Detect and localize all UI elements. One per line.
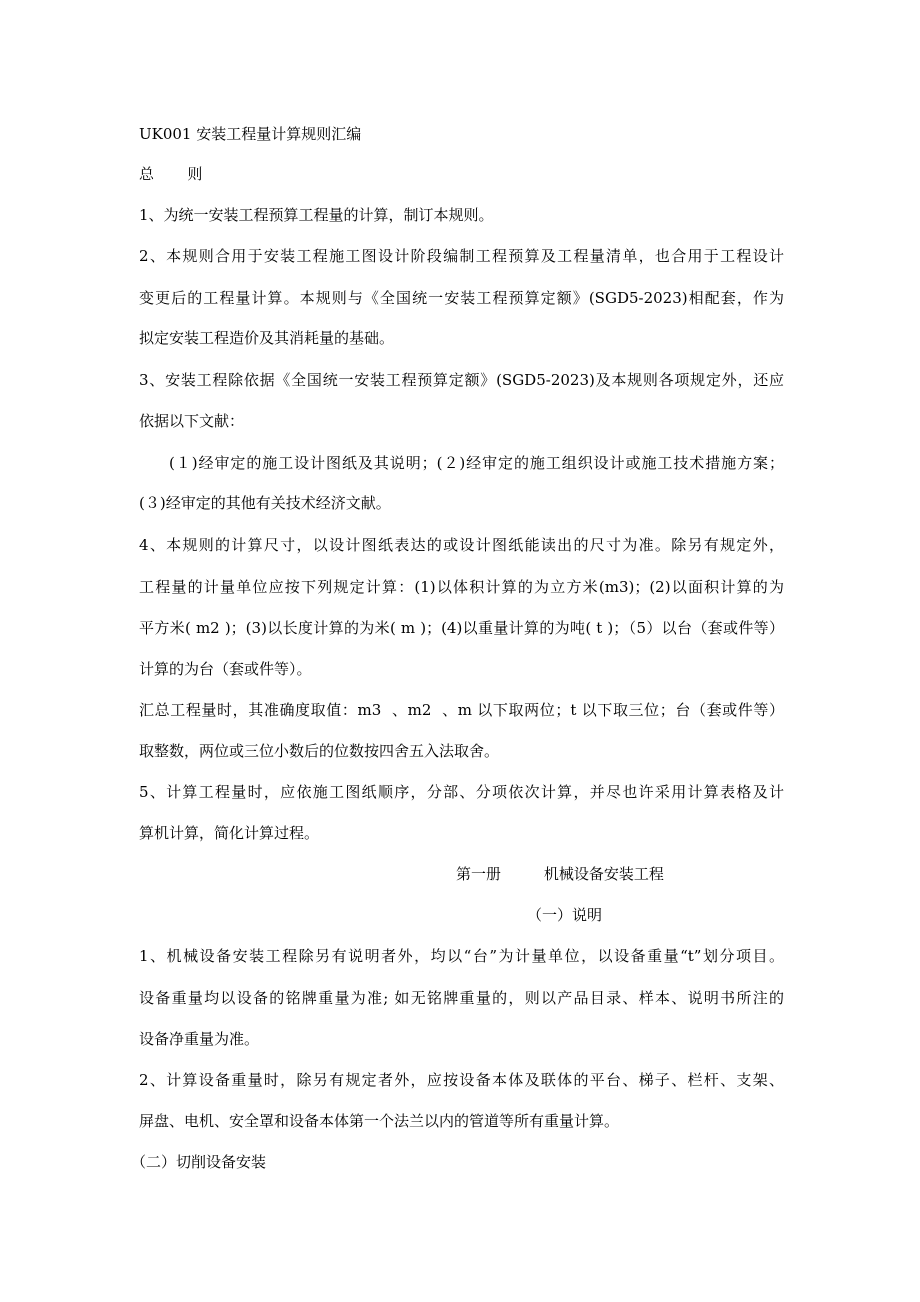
paragraph-1: 1、为统一安装工程预算工程量的计算，制订本规则。 [139,206,494,224]
section-1-line-4: 2、计算设备重量时，除另有规定者外，应按设备本体及联体的平台、梯子、栏杆、支架、 [139,1071,784,1089]
paragraph-3-line-3: (１)经审定的施工设计图纸及其说明；(２)经审定的施工组织设计或施工技术措施方案； [169,454,784,472]
section-2-heading: （二）切削设备安装 [131,1153,267,1171]
section-1-line-5: 屏盘、电机、安全罩和设备本体第一个法兰以内的管道等所有重量计算。 [139,1112,620,1130]
section-1-heading: （一）说明 [527,906,603,924]
paragraph-3-line-2: 依据以下文献： [139,412,245,430]
general-heading: 总 则 [139,165,203,183]
paragraph-4-line-2: 工程量的计量单位应按下列规定计算：(1)以体积计算的为立方米(m3)；(2)以面积计算的为 [139,578,784,596]
paragraph-2-line-2: 变更后的工程量计算。本规则与《全国统一安装工程预算定额》(SGD5-2023)相配套，作为 [139,289,784,307]
section-1-line-2: 设备重量均以设备的铭牌重量为准; 如无铭牌重量的，则以产品目录、样本、说明书所注的 [139,989,784,1007]
paragraph-2-line-3: 拟定安装工程造价及其消耗量的基础。 [139,329,395,347]
paragraph-4-line-5: 汇总工程量时，其准确度取值：m3 、m2 、m 以下取两位；t 以下取三位；台（套或件等） [139,701,784,719]
paragraph-4-line-1: 4、本规则的计算尺寸，以设计图纸表达的或设计图纸能读出的尺寸为准。除另有规定外， [139,536,784,554]
paragraph-3-line-1: 3、安装工程除依据《全国统一安装工程预算定额》(SGD5-2023)及本规则各项规定外，还应 [139,371,784,389]
document-title: UK001 安装工程量计算规则汇编 [139,125,362,143]
paragraph-4-line-3: 平方米( m2 )；(3)以长度计算的为米( m )；(4)以重量计算的为吨( t )；（5）以台（套或件等） [139,619,785,637]
paragraph-4-line-6: 取整数，两位或三位小数后的位数按四舍五入法取舍。 [139,742,500,760]
paragraph-4-line-4: 计算的为台（套或件等）。 [139,660,312,678]
section-1-line-3: 设备净重量为准。 [139,1030,260,1048]
section-1-line-1: 1、机械设备安装工程除另有说明者外，均以“台”为计量单位，以设备重量“t”划分项目。 [139,947,784,965]
paragraph-2-line-1: 2、本规则合用于安装工程施工图设计阶段编制工程预算及工程量清单，也合用于工程设计 [139,247,784,265]
paragraph-5-line-1: 5、计算工程量时，应依施工图纸顺序，分部、分项依次计算，并尽也许采用计算表格及计 [139,783,784,801]
volume-heading: 第一册 机械设备安装工程 [456,865,664,883]
paragraph-3-line-4: (３)经审定的其他有关技术经济文献。 [139,494,391,512]
paragraph-5-line-2: 算机计算，简化计算过程。 [139,824,320,842]
